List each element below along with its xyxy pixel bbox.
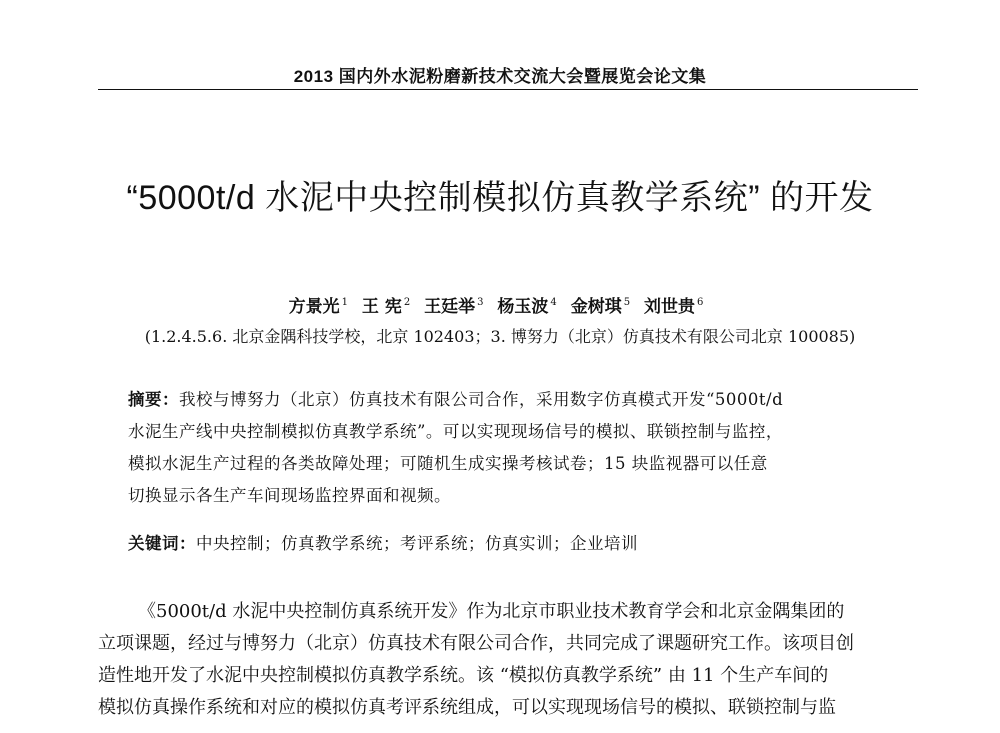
author-name: 王廷举 <box>424 297 476 317</box>
abstract-line: 水泥生产线中央控制模拟仿真教学系统”。可以实现现场信号的模拟、联锁控制与监控， <box>128 422 783 441</box>
body-line: 造性地开发了水泥中央控制模拟仿真教学系统。该 “模拟仿真教学系统” 由 11 个生产车间的 <box>98 665 829 686</box>
affiliation: (1.2.4.5.6. 北京金隅科技学校，北京 102403；3. 博努力（北京）仿真技术有限公司北京 100085) <box>144 327 856 346</box>
author-affil-mark: 6 <box>697 297 704 309</box>
body-line: 立项课题，经过与博努力（北京）仿真技术有限公司合作，共同完成了课题研究工作。该项目创 <box>98 633 854 654</box>
abstract-line: 切换显示各生产车间现场监控界面和视频。 <box>128 486 451 505</box>
author-list <box>0 292 1000 317</box>
abstract-line: 模拟水泥生产过程的各类故障处理；可随机生成实操考核试卷；15 块监视器可以任意 <box>128 454 768 473</box>
body-paragraph <box>98 596 918 724</box>
author-name: 王 宪 <box>361 297 402 317</box>
keywords <box>128 530 888 554</box>
author-affil-mark: 5 <box>623 297 631 309</box>
author-affil-mark: 3 <box>477 297 484 309</box>
abstract-text: 我校与博努力（北京）仿真技术有限公司合作，采用数字仿真模式开发“5000t/d <box>179 390 784 409</box>
body-line: 《5000t/d 水泥中央控制仿真系统开发》作为北京市职业技术教育学会和北京金隅集团的 <box>138 601 845 622</box>
running-header: 2013 国内外水泥粉磨新技术交流大会暨展览会论文集 <box>293 67 707 86</box>
abstract <box>128 384 888 512</box>
author-affil-mark: 1 <box>341 297 348 309</box>
author-name: 刘世贵 <box>644 297 696 317</box>
author-affil-mark: 2 <box>403 297 411 309</box>
paper-title: “5000t/d 水泥中央控制模拟仿真教学系统” 的开发 <box>126 179 874 217</box>
abstract-label: 摘要： <box>128 391 179 409</box>
body-line: 模拟仿真操作系统和对应的模拟仿真考评系统组成，可以实现现场信号的模拟、联锁控制与监 <box>98 697 836 718</box>
author-affil-mark: 4 <box>550 297 557 309</box>
keywords-text: 中央控制；仿真教学系统；考评系统；仿真实训；企业培训 <box>196 534 638 553</box>
author-name: 金树琪 <box>570 297 622 317</box>
keywords-label: 关键词： <box>128 535 196 553</box>
header-rule <box>98 89 918 90</box>
abstract-line <box>128 384 888 416</box>
author-name: 杨玉波 <box>497 297 549 317</box>
author-name: 方景光 <box>288 297 340 317</box>
